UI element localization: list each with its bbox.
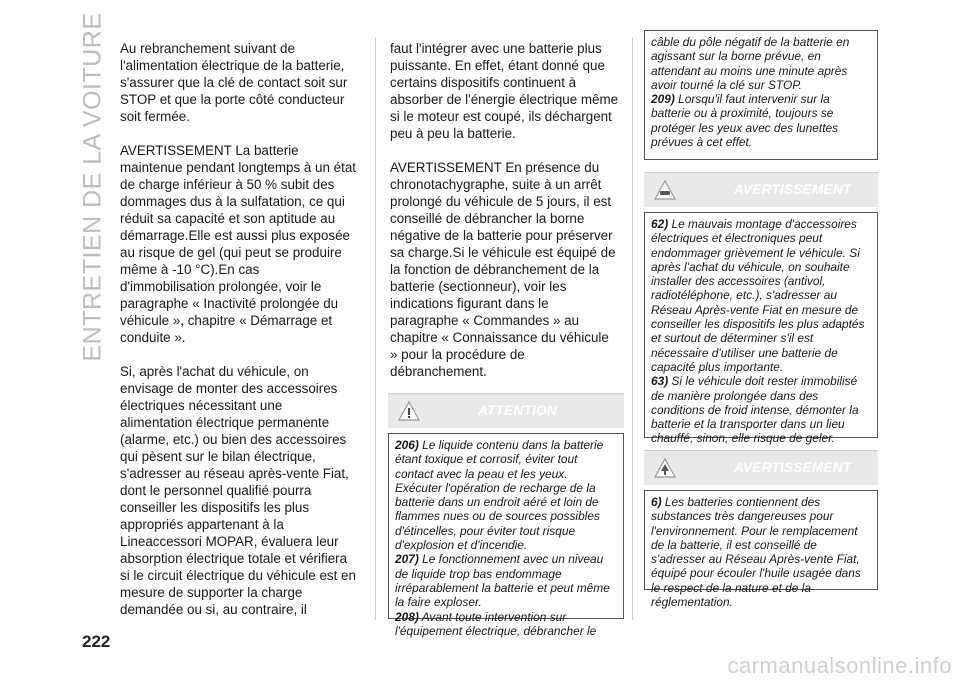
- warning-box: [644, 212, 878, 446]
- note-item: 206) Le liquide contenu dans la batterie étant toxique et corrosif, éviter tout contact avec la peau et les yeux. Exécuter l'opération de recharge de la batterie dans un endroit aéré et loin de flammes nues ou de sources possibles d'étincelles, pour éviter tout risque d'explosion et d'incendie.: [395, 438, 604, 553]
- note-item: 209) Lorsqu'il faut intervenir sur la batterie ou à proximité, toujours se protéger les yeux avec des lunettes prévues à cet effet.: [651, 92, 839, 150]
- chapter-side-title: [78, 12, 108, 362]
- column-divider: [632, 38, 633, 620]
- environment-tree-icon: [654, 457, 676, 479]
- attention-title: ATTENTION: [478, 403, 557, 418]
- note-item: 208) Avant toute intervention sur l'équipement électrique, débrancher le: [395, 609, 597, 638]
- warning-title: AVERTISSEMENT: [734, 460, 852, 475]
- attention-box: [388, 433, 624, 638]
- note-continuation: câble du pôle négatif de la batterie en agissant sur la borne prévue, en attendant au moins une minute après avoir tourné la clé sur STOP.: [651, 35, 850, 92]
- car-warning-icon: [654, 179, 676, 201]
- paragraph: AVERTISSEMENT La batterie maintenue pendant longtemps à un état de charge inférieur à 50 % subit des dommages dus à la sulfatation, ce qui réduit sa capacité et son aptitude au démarrage.Elle est aussi plus exposée au risque de gel (qui peut se produire même à -10 °C).En cas d'immobilisation prolongée, voir le paragraphe « Inactivité prolongée du véhicule », chapitre « Démarrage et conduite ».: [120, 143, 356, 345]
- note-item: 6) Les batteries contiennent des substances très dangereuses pour l'environnement. Pour le remplacement de la batterie, il est conseillé de s'adresser au Réseau Après-vente Fiat, équipé pour écouler l'huile usagée dans le respect de la nature et de la réglementation.: [651, 495, 861, 610]
- column-divider: [375, 38, 376, 620]
- note-item: 63) Si le véhicule doit rester immobilisé de manière prolongée dans des conditions de froid intense, démonter la batterie et la transporter dans un lieu chauffé, sinon, elle risque de geler.: [651, 374, 859, 446]
- warning-hand-icon: [398, 400, 420, 422]
- note-item: 62) Le mauvais montage d'accessoires électriques et électroniques peut endommager grièvement le véhicule. Si après l'achat du véhicule, on souhaite installer des accessoires (antivol, radiotéléphone, etc.), s'adresser au Réseau Après-vente Fiat en mesure de conseiller les dispositifs les plus adaptés et surtout de déterminer s'il est nécessaire d'utiliser une batterie de capacité plus importante.: [651, 217, 865, 374]
- paragraph: faut l'intégrer avec une batterie plus puissante. En effet, étant donné que certains dispositifs continuent à absorber de l'énergie électrique même si le moteur est coupé, ils déchargent peu à peu la batterie.: [390, 41, 619, 141]
- attention-continued-box: [644, 30, 878, 160]
- paragraph: AVERTISSEMENT En présence du chronotachygraphe, suite à un arrêt prolongé du véhicule de 5 jours, il est conseillé de débrancher la borne négative de la batterie pour préserver sa charge.Si le véhicule est équipé de la fonction de débranchement de la batterie (sectionneur), voir les indications figurant dans le paragraphe « Commandes » au chapitre « Connaissance du véhicule » pour la procédure de débranchement.: [390, 160, 616, 379]
- column-2: [390, 40, 620, 397]
- paragraph: Au rebranchement suivant de l'alimentation électrique de la batterie, s'assurer que la clé de contact soit sur STOP et que la porte côté conducteur soit fermée.: [120, 41, 348, 124]
- column-1: [120, 40, 356, 635]
- watermark: carmanualsonline.info: [727, 653, 952, 678]
- attention-banner: [388, 393, 624, 428]
- warning-banner: [644, 450, 878, 485]
- note-item: 207) Le fonctionnement avec un niveau de liquide trop bas endommage irréparablement la batterie et peut même la faire exploser.: [395, 552, 610, 610]
- page-number: 222: [82, 632, 111, 651]
- warning-banner: [644, 172, 878, 207]
- paragraph: Si, après l'achat du véhicule, on envisage de monter des accessoires électriques nécessitant une alimentation électrique permanente (alarme, etc.) ou bien des accessoires qui pèsent sur le bilan électrique, s'adresser au réseau après-vente Fiat, dont le personnel qualifié pourra conseiller les dispositifs les plus appropriés appartenant à la Lineaccessori MOPAR, évaluera leur absorption électrique totale et vérifiera si le circuit électrique du véhicule est en mesure de supporter la charge demandée ou si, au contraire, il: [120, 364, 356, 617]
- warning-title: AVERTISSEMENT: [734, 182, 852, 197]
- chapter-title-text: ENTRETIEN DE LA VOITURE: [78, 12, 107, 362]
- warning-box: [644, 490, 878, 610]
